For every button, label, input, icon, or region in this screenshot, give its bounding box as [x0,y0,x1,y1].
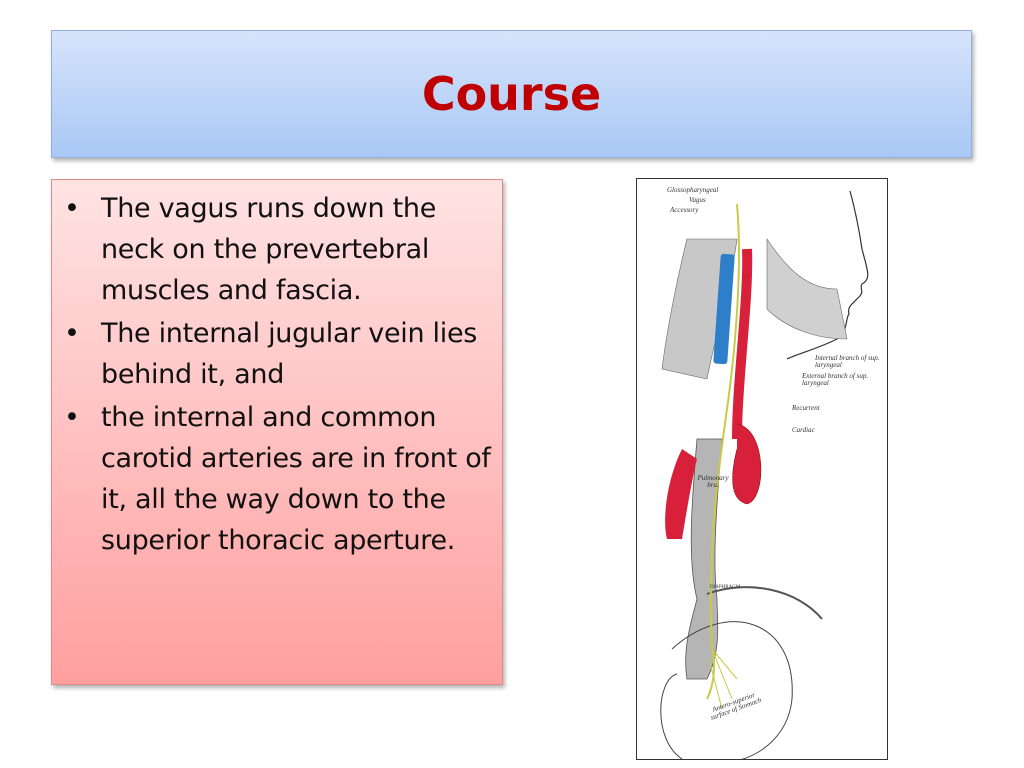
bullet-item [60,397,494,561]
bullet-icon: • [64,193,80,224]
bullet-list [60,188,494,561]
label-accessory: Accessory [670,206,699,214]
bullet-text: The vagus runs down the neck on the prevertebral muscles and fascia. [101,193,437,306]
bullet-item [60,313,494,395]
anatomy-drawing [637,179,888,760]
label-glossopharyngeal: Glossopharyngeal [667,186,719,194]
vagus-anatomy-illustration [636,178,888,760]
bullet-icon: • [64,318,80,349]
bullet-icon: • [64,402,80,433]
bullet-item [60,188,494,311]
bullet-text: The internal jugular vein lies behind it, and [101,318,478,390]
label-internal-branch: Internal branch of sup. laryngeal [815,354,880,369]
diaphragm-line [707,587,822,619]
label-vagus: Vagus [689,196,706,204]
label-cardiac: Cardiac [792,426,815,434]
bullet-box [51,179,503,685]
label-pulmonary: Pulmonary bra. [697,474,729,489]
label-diaphragm: DIAPHRAGM [710,585,741,590]
jaw-muscles [767,239,847,339]
stomach-outline [661,622,793,760]
label-recurrent: Recurrent [792,404,820,412]
label-stomach: Antero-superior surface of Stomach [709,690,763,722]
title-box [51,30,972,158]
bullet-text: the internal and common carotid arteries are in front of it, all the way down to the superior thoracic aperture. [101,402,491,556]
slide-title: Course [421,67,602,121]
label-external-branch: External branch of sup. laryngeal [802,372,869,387]
